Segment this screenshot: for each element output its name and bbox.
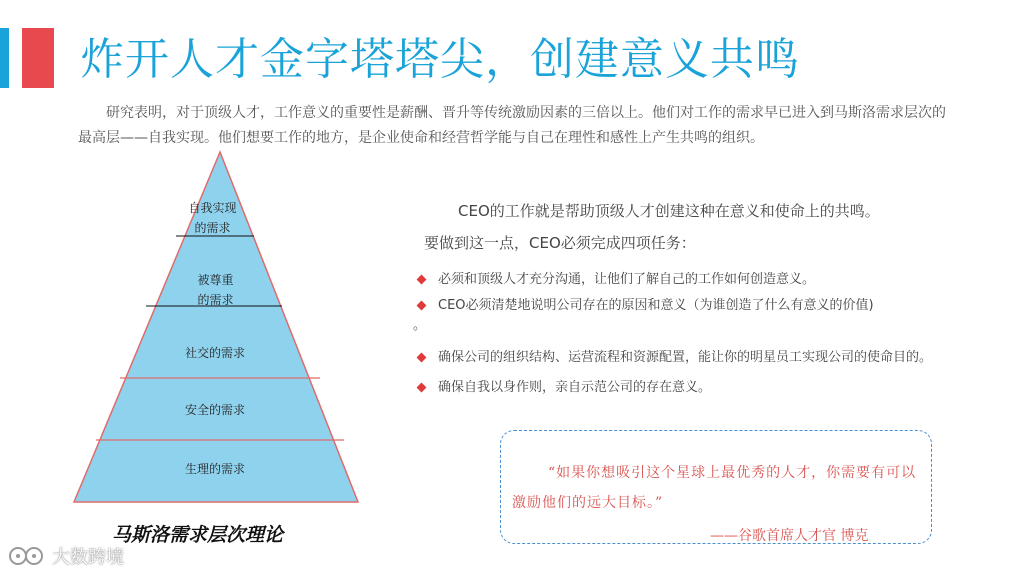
- list-item: [416, 268, 956, 292]
- pyramid-level-physiological: 生理的需求: [184, 462, 245, 476]
- pyramid-caption: 马斯洛需求层次理论: [112, 524, 284, 546]
- level-label: 被尊重: [197, 273, 234, 287]
- ceo-task-intro: 要做到这一点，CEO必须完成四项任务：: [424, 234, 696, 252]
- task-text: 确保自我以身作则，亲自示范公司的存在意义。: [438, 380, 712, 395]
- task-text: CEO必须清楚地说明公司存在的原因和意义（为谁创造了什么有意义的价值): [438, 298, 874, 313]
- ceo-statement: CEO的工作就是帮助顶级人才创建这种在意义和使命上的共鸣。: [458, 202, 880, 220]
- watermark-text: 大数跨境: [52, 547, 124, 568]
- task-text: 必须和顶级人才充分沟通，让他们了解自己的工作如何创造意义。: [438, 272, 816, 287]
- pyramid-level-esteem: [178, 270, 253, 310]
- pyramid-level-social: 社交的需求: [184, 346, 245, 360]
- pyramid-level-self-actualization: [175, 198, 250, 238]
- task-list: [416, 268, 956, 402]
- title-accent-blue: [0, 28, 9, 88]
- pyramid-level-safety: 安全的需求: [184, 403, 245, 417]
- page-title: 炸开人才金字塔塔尖，创建意义共鸣: [80, 34, 800, 85]
- list-item: [416, 294, 956, 318]
- intro-paragraph: 研究表明，对于顶级人才，工作意义的重要性是薪酬、晋升等传统激励因素的三倍以上。他们对工作的需求早已进入到马斯洛需求层次的最高层——自我实现。他们想要工作的地方，是企业使命和经营哲学能与自己在理性和感性上产生共鸣的组织。: [78, 105, 946, 146]
- quote-author: ——谷歌首席人才官 博克: [710, 528, 869, 544]
- watermark: [8, 542, 124, 570]
- diamond-bullet-icon: [417, 301, 427, 311]
- level-label: 的需求: [194, 221, 231, 235]
- task-text: 确保公司的组织结构、运营流程和资源配置，能让你的明星员工实现公司的使命目的。: [438, 350, 933, 365]
- level-label: 的需求: [197, 293, 234, 307]
- list-item: [416, 346, 956, 370]
- list-item: [416, 376, 956, 400]
- diamond-bullet-icon: [417, 353, 427, 363]
- diamond-bullet-icon: [417, 383, 427, 393]
- title-accent-red: [22, 28, 54, 88]
- level-label: 自我实现: [188, 201, 237, 215]
- task-trailing-mark: 。: [413, 318, 427, 333]
- quote-text: “如果你想吸引这个星球上最优秀的人才，你需要有可以激励他们的远大目标。”: [512, 465, 917, 511]
- watermark-logo-icon: [8, 544, 48, 568]
- diamond-bullet-icon: [417, 275, 427, 285]
